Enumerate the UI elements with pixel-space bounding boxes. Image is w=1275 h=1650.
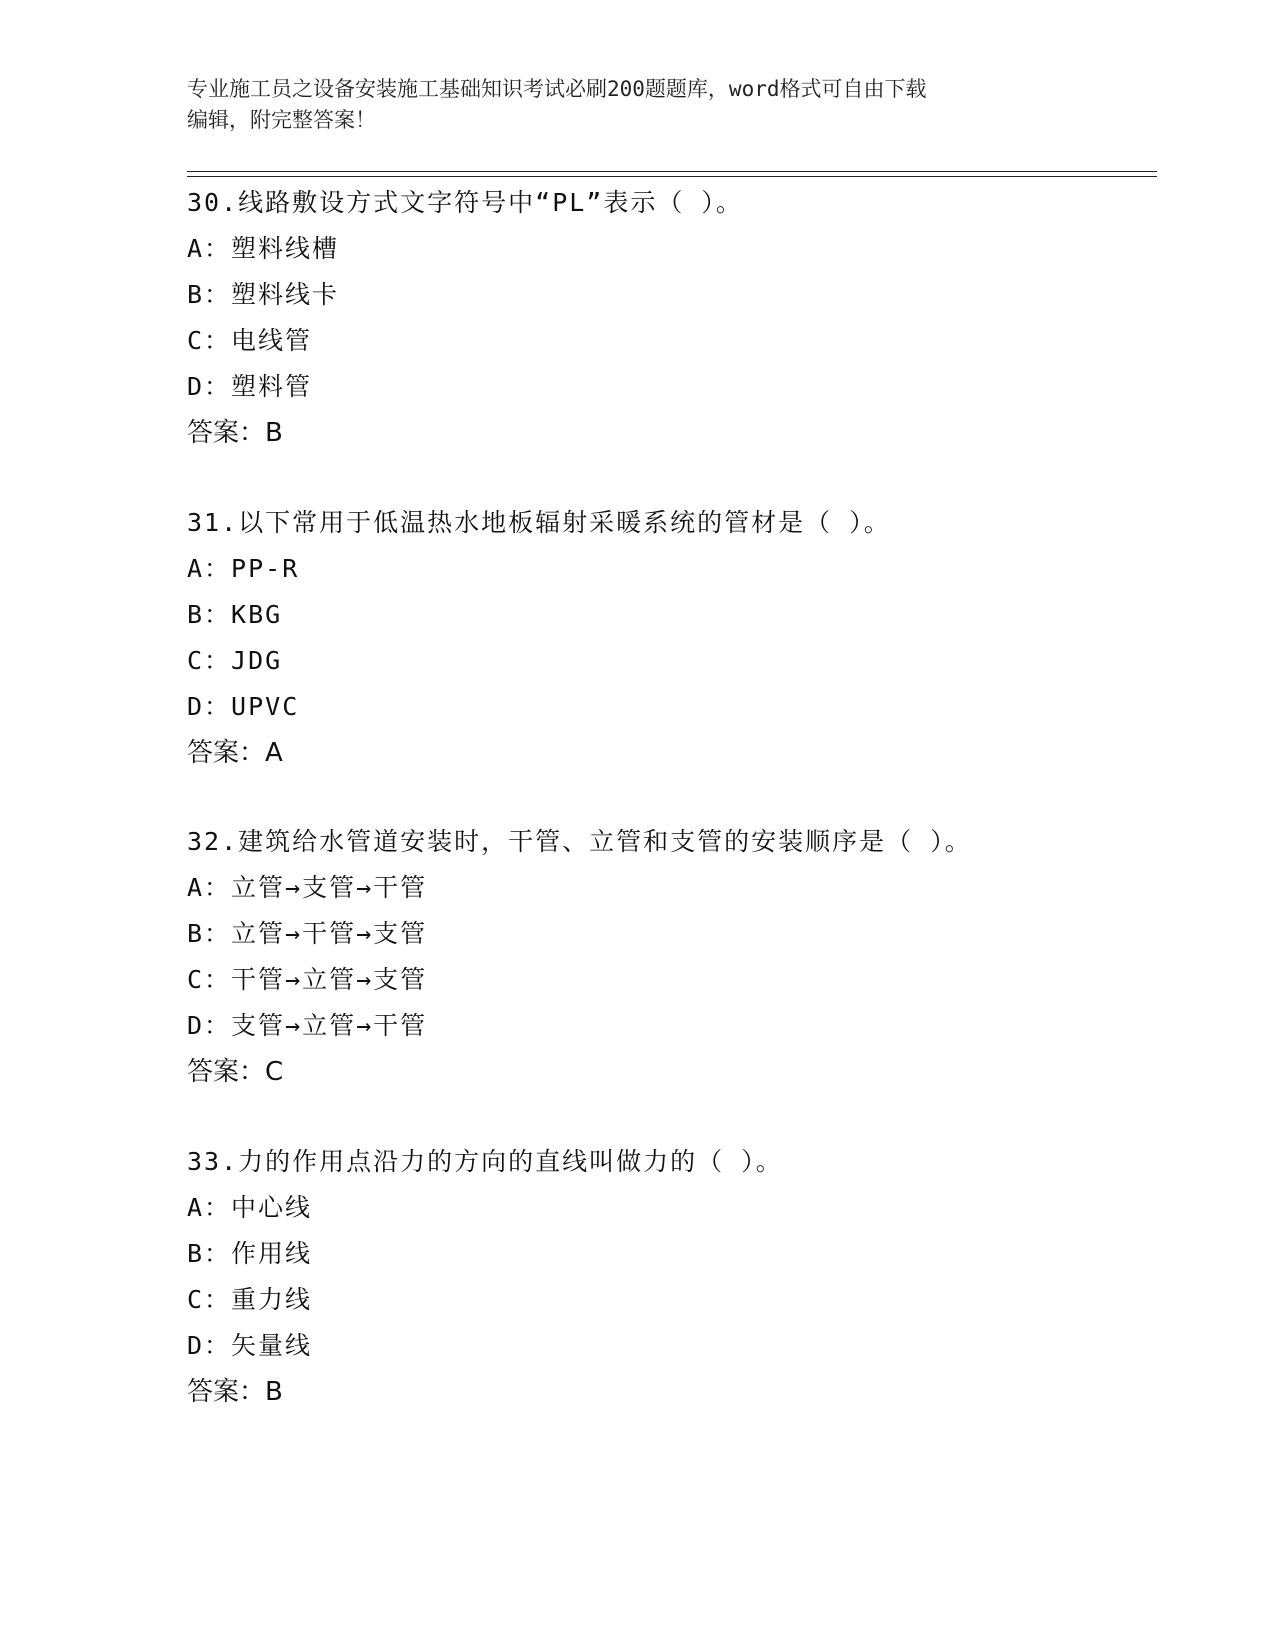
question-title: 30.线路敷设方式文字符号中“PL”表示（ ）。 <box>187 188 743 217</box>
answer: 答案：C <box>187 1057 284 1087</box>
header-divider-top <box>187 171 1157 172</box>
document-header <box>187 74 1087 136</box>
option-b: B：作用线 <box>187 1239 313 1268</box>
option-c: C：重力线 <box>187 1285 313 1314</box>
answer: 答案：B <box>187 418 283 448</box>
option-c: C：电线管 <box>187 326 313 355</box>
option-a: A：PP-R <box>187 554 300 583</box>
option-d: D：支管→立管→干管 <box>187 1011 428 1040</box>
option-b: B：KBG <box>187 600 283 629</box>
question-31 <box>187 500 1187 776</box>
question-title: 32.建筑给水管道安装时，干管、立管和支管的安装顺序是（ ）。 <box>187 827 972 856</box>
question-title: 33.力的作用点沿力的方向的直线叫做力的（ ）。 <box>187 1147 783 1176</box>
answer: 答案：A <box>187 738 283 768</box>
question-title: 31.以下常用于低温热水地板辐射采暖系统的管材是（ ）。 <box>187 508 891 537</box>
option-a: A：立管→支管→干管 <box>187 873 428 902</box>
question-33 <box>187 1139 1187 1415</box>
option-d: D：塑料管 <box>187 372 313 401</box>
header-line-2: 编辑，附完整答案！ <box>187 108 376 132</box>
question-32 <box>187 819 1187 1095</box>
header-divider-bottom <box>187 176 1157 177</box>
answer: 答案：B <box>187 1377 283 1407</box>
option-d: D：UPVC <box>187 692 300 721</box>
option-a: A：塑料线槽 <box>187 234 340 263</box>
header-line-1: 专业施工员之设备安装施工基础知识考试必刷200题题库，word格式可自由下载 <box>187 77 927 101</box>
option-c: C：干管→立管→支管 <box>187 965 428 994</box>
option-d: D：矢量线 <box>187 1331 313 1360</box>
option-a: A：中心线 <box>187 1193 313 1222</box>
option-b: B：立管→干管→支管 <box>187 919 428 948</box>
option-c: C：JDG <box>187 646 283 675</box>
option-b: B：塑料线卡 <box>187 280 340 309</box>
question-30 <box>187 180 1187 456</box>
